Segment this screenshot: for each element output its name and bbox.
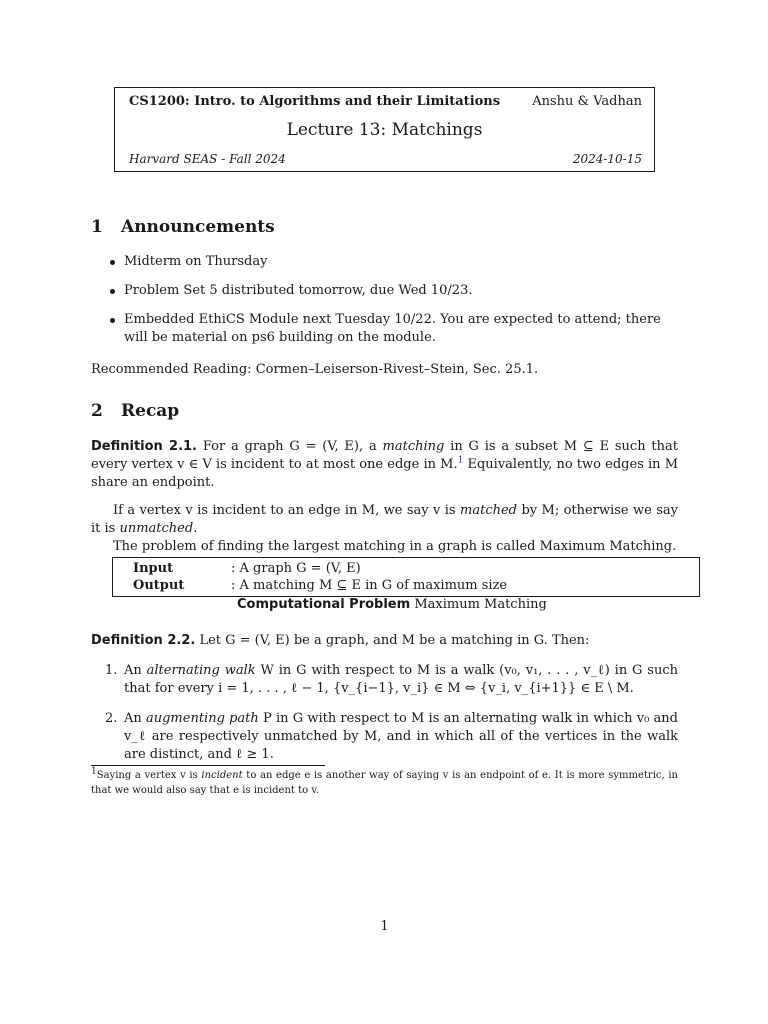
list-item [91, 710, 678, 764]
footnote-link[interactable]: 1 [457, 455, 464, 466]
item-number: 2. [105, 711, 118, 726]
output-text: : A matching M ⊆ E in G of maximum size [231, 578, 508, 593]
announcement-text: Embedded EthiCS Module next Tuesday 10/22. You are expected to attend; there will be material on ps6 building on the module. [124, 312, 661, 345]
footnote [91, 768, 678, 798]
list-item [91, 282, 678, 300]
paragraph-text: by M; otherwise we say it is [91, 503, 678, 536]
caption-label: Computational Problem [237, 597, 411, 612]
list-item [91, 662, 678, 698]
section-heading-announcements [91, 218, 275, 236]
definition-2-2-list [91, 662, 678, 764]
lecture-date: 2024-10-15 [572, 152, 642, 166]
definition-2-1 [91, 438, 678, 492]
definition-term: matching [382, 439, 445, 454]
announcements-list [91, 253, 678, 347]
output-label: Output [133, 578, 185, 593]
list-item [91, 311, 678, 347]
section-heading-recap [91, 402, 179, 420]
item-text: An [124, 663, 142, 678]
definition-text: For a graph G = (V, E), a [202, 439, 377, 454]
item-text: P in G with respect to M is an alternating walk in which v₀ and v_ℓ are respectively unmatched by M, and in which all of the vertices in the walk are distinct, and ℓ ≥ 1. [124, 711, 678, 762]
lecture-header [114, 87, 655, 172]
announcement-text: Problem Set 5 distributed tomorrow, due Wed 10/23. [124, 283, 473, 298]
item-number: 1. [105, 663, 118, 678]
header-bottom-row [129, 150, 642, 166]
paragraph-text: If a vertex v is incident to an edge in M, we say v is [113, 503, 456, 518]
input-label: Input [133, 561, 174, 576]
definition-text: in G is a subset M ⊆ E such that every vertex v ∈ V is incident to at most one edge in M. [91, 439, 678, 472]
input-text: : A graph G = (V, E) [231, 561, 361, 576]
computational-problem-box [112, 557, 700, 597]
announcement-text: Midterm on Thursday [124, 254, 268, 269]
section-title: Recap [121, 401, 180, 421]
item-text: An [124, 711, 142, 726]
definition-2-2 [91, 632, 678, 650]
footnote-text: to an edge e is another way of saying v is an endpoint of e. It is more symmetric, in that we would also say that e is incident to v. [91, 770, 678, 796]
definition-label: Definition 2.1. [91, 439, 197, 454]
bullet-icon [110, 318, 115, 323]
section-number: 1 [91, 217, 103, 237]
definition-label: Definition 2.2. [91, 633, 196, 648]
footnote-mark: 1 [91, 766, 97, 777]
matched-paragraph [91, 502, 678, 538]
page-number: 1 [380, 919, 389, 934]
definition-text: Equivalently, no two edges in M share an endpoint. [91, 457, 679, 490]
paragraph-text: . [193, 521, 198, 536]
definition-text: Let G = (V, E) be a graph, and M be a matching in G. Then: [199, 633, 590, 648]
list-item [91, 253, 678, 271]
course-title: CS1200: Intro. to Algorithms and their Limitations [129, 94, 501, 109]
page [91, 0, 678, 1024]
authors: Anshu & Vadhan [532, 94, 642, 109]
term-alternating-walk: alternating walk [146, 663, 256, 678]
footnote-divider [91, 765, 325, 766]
section-number: 2 [91, 401, 103, 421]
bullet-icon [110, 289, 115, 294]
recommended-reading: Recommended Reading: Cormen–Leiserson-Rivest–Stein, Sec. 25.1. [91, 362, 539, 377]
section-title: Announcements [121, 217, 275, 237]
problem-caption [237, 596, 547, 614]
bullet-icon [110, 260, 115, 265]
term-unmatched: unmatched [119, 521, 194, 536]
header-top-row [129, 93, 642, 111]
caption-name: Maximum Matching [414, 597, 547, 612]
term-augmenting-path: augmenting path [145, 711, 259, 726]
term-incident: incident [201, 770, 243, 781]
term-matched: matched [460, 503, 518, 518]
problem-intro: The problem of finding the largest matching in a graph is called Maximum Matching. [113, 539, 677, 554]
lecture-title: Lecture 13: Matchings [286, 120, 483, 140]
item-text: W in G with respect to M is a walk (v₀, v₁, . . . , v_ℓ) in G such that for every i = 1, . . . , ℓ − 1, {v_{i−1}, v_i} ∈ M ⇔ {v_i, v_{i+1}} ∈ E \ M. [124, 663, 678, 696]
institution: Harvard SEAS - Fall 2024 [129, 152, 286, 166]
footnote-text: Saying a vertex v is [96, 770, 198, 781]
